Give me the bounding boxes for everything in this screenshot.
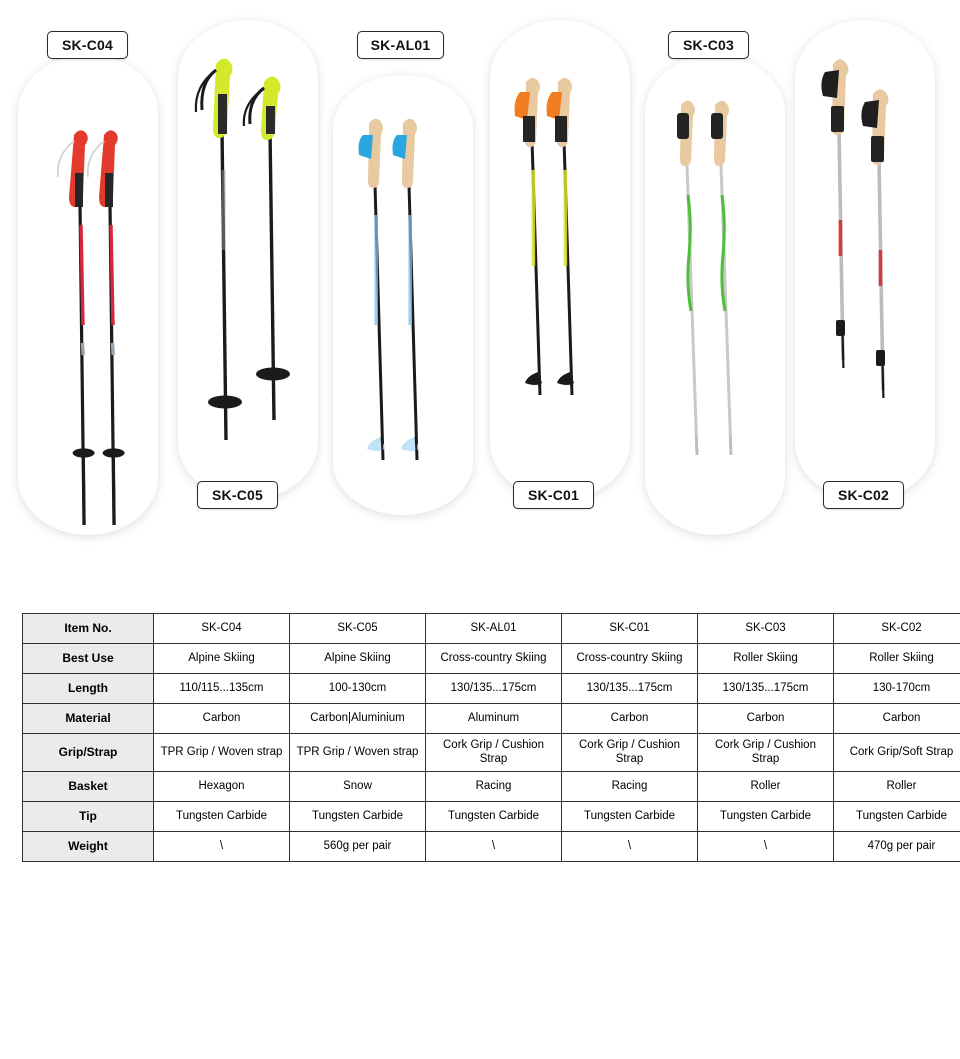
product-label-sk-c02: SK-C02 xyxy=(823,481,904,509)
cell-item-no-1: SK-C04 xyxy=(154,614,290,644)
cell-weight-1: \ xyxy=(154,831,290,861)
cell-basket-2: Snow xyxy=(290,771,426,801)
cell-best-use-1: Alpine Skiing xyxy=(154,644,290,674)
cell-best-use-3: Cross-country Skiing xyxy=(426,644,562,674)
ski-pole-illustration-sk-al01 xyxy=(333,75,473,515)
product-label-sk-c03: SK-C03 xyxy=(668,31,749,59)
cell-length-1: 110/115...135cm xyxy=(154,674,290,704)
cell-grip-strap-6: Cork Grip/Soft Strap xyxy=(834,734,960,772)
cell-length-6: 130-170cm xyxy=(834,674,960,704)
cell-grip-strap-2: TPR Grip / Woven strap xyxy=(290,734,426,772)
product-card-sk-al01[interactable] xyxy=(333,75,473,515)
ski-pole-illustration-sk-c01 xyxy=(490,20,630,500)
cell-best-use-5: Roller Skiing xyxy=(698,644,834,674)
cell-item-no-5: SK-C03 xyxy=(698,614,834,644)
cell-grip-strap-5: Cork Grip / Cushion Strap xyxy=(698,734,834,772)
cell-grip-strap-1: TPR Grip / Woven strap xyxy=(154,734,290,772)
row-header-best-use: Best Use xyxy=(23,644,154,674)
cell-tip-5: Tungsten Carbide xyxy=(698,801,834,831)
product-card-sk-c03[interactable] xyxy=(645,55,785,535)
cell-best-use-4: Cross-country Skiing xyxy=(562,644,698,674)
table-row xyxy=(23,734,960,772)
cell-item-no-3: SK-AL01 xyxy=(426,614,562,644)
product-card-sk-c05[interactable] xyxy=(178,20,318,500)
cell-item-no-6: SK-C02 xyxy=(834,614,960,644)
cell-length-4: 130/135...175cm xyxy=(562,674,698,704)
cell-material-6: Carbon xyxy=(834,704,960,734)
row-header-basket: Basket xyxy=(23,771,154,801)
row-header-tip: Tip xyxy=(23,801,154,831)
product-card-sk-c02[interactable] xyxy=(795,20,935,500)
cell-weight-2: 560g per pair xyxy=(290,831,426,861)
cell-material-4: Carbon xyxy=(562,704,698,734)
cell-tip-6: Tungsten Carbide xyxy=(834,801,960,831)
table-row xyxy=(23,801,960,831)
row-header-weight: Weight xyxy=(23,831,154,861)
ski-pole-illustration-sk-c05 xyxy=(178,20,318,500)
cell-material-2: Carbon|Aluminium xyxy=(290,704,426,734)
product-card-sk-c04[interactable] xyxy=(18,55,158,535)
cell-item-no-2: SK-C05 xyxy=(290,614,426,644)
table-row xyxy=(23,614,960,644)
cell-material-1: Carbon xyxy=(154,704,290,734)
cell-basket-5: Roller xyxy=(698,771,834,801)
cell-item-no-4: SK-C01 xyxy=(562,614,698,644)
table-row xyxy=(23,704,960,734)
cell-tip-1: Tungsten Carbide xyxy=(154,801,290,831)
ski-pole-illustration-sk-c02 xyxy=(795,20,935,500)
cell-weight-4: \ xyxy=(562,831,698,861)
cell-basket-1: Hexagon xyxy=(154,771,290,801)
ski-pole-illustration-sk-c03 xyxy=(645,55,785,535)
product-card-sk-c01[interactable] xyxy=(490,20,630,500)
cell-material-5: Carbon xyxy=(698,704,834,734)
product-label-sk-al01: SK-AL01 xyxy=(357,31,444,59)
product-label-sk-c05: SK-C05 xyxy=(197,481,278,509)
table-row xyxy=(23,771,960,801)
cell-weight-6: 470g per pair xyxy=(834,831,960,861)
specification-table-container xyxy=(22,613,954,862)
row-header-material: Material xyxy=(23,704,154,734)
specification-table xyxy=(22,613,960,862)
cell-basket-6: Roller xyxy=(834,771,960,801)
cell-tip-2: Tungsten Carbide xyxy=(290,801,426,831)
cell-tip-3: Tungsten Carbide xyxy=(426,801,562,831)
row-header-grip-strap: Grip/Strap xyxy=(23,734,154,772)
table-row xyxy=(23,674,960,704)
cell-best-use-2: Alpine Skiing xyxy=(290,644,426,674)
row-header-length: Length xyxy=(23,674,154,704)
cell-best-use-6: Roller Skiing xyxy=(834,644,960,674)
product-label-sk-c01: SK-C01 xyxy=(513,481,594,509)
table-row xyxy=(23,831,960,861)
cell-weight-5: \ xyxy=(698,831,834,861)
row-header-item-no: Item No. xyxy=(23,614,154,644)
cell-grip-strap-4: Cork Grip / Cushion Strap xyxy=(562,734,698,772)
cell-length-3: 130/135...175cm xyxy=(426,674,562,704)
cell-basket-3: Racing xyxy=(426,771,562,801)
table-row xyxy=(23,644,960,674)
cell-material-3: Aluminum xyxy=(426,704,562,734)
cell-weight-3: \ xyxy=(426,831,562,861)
ski-pole-illustration-sk-c04 xyxy=(18,55,158,535)
product-label-sk-c04: SK-C04 xyxy=(47,31,128,59)
cell-length-5: 130/135...175cm xyxy=(698,674,834,704)
cell-length-2: 100-130cm xyxy=(290,674,426,704)
cell-grip-strap-3: Cork Grip / Cushion Strap xyxy=(426,734,562,772)
cell-basket-4: Racing xyxy=(562,771,698,801)
cell-tip-4: Tungsten Carbide xyxy=(562,801,698,831)
